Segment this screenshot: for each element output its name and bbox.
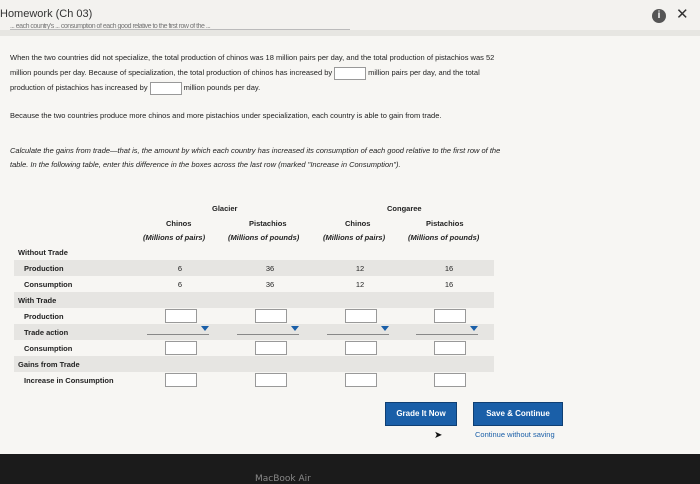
unit-header-1: (Millions of pairs): [143, 233, 206, 242]
without-consumption-glacier-pistachios: 36: [265, 280, 275, 289]
table-row: [14, 356, 494, 372]
para3-line1: Calculate the gains from trade—that is, the amount by which each country has increased its consumption of each good relative to the first row of the: [10, 146, 501, 155]
with-consumption-glacier-pistachios-input[interactable]: [255, 341, 287, 355]
without-consumption-congaree-chinos: 12: [355, 280, 365, 289]
table-row: [14, 308, 494, 324]
table-row: [14, 244, 494, 260]
question-paragraph-1: [10, 50, 570, 95]
chevron-down-icon: [381, 326, 389, 331]
table-row: [14, 276, 494, 292]
para1-line2b: million pairs per day, and the total: [368, 68, 480, 77]
row-label-production: Production: [24, 264, 64, 273]
trade-action-glacier-pistachios-select[interactable]: [237, 324, 299, 335]
row-label-with-consumption: Consumption: [24, 344, 73, 353]
chinos-increase-input[interactable]: [334, 67, 366, 80]
without-consumption-congaree-pistachios: 16: [444, 280, 454, 289]
with-production-congaree-chinos-input[interactable]: [345, 309, 377, 323]
save-continue-button[interactable]: Save & Continue: [473, 402, 563, 426]
para1-line3b: million pounds per day.: [183, 83, 261, 92]
previous-question-text: ... each country's ... consumption of each good relative to the first row of the ...: [10, 23, 350, 30]
table-row: [14, 292, 494, 308]
with-consumption-congaree-chinos-input[interactable]: [345, 341, 377, 355]
good-header-pistachios-2: Pistachios: [426, 219, 464, 228]
country-header-glacier: Glacier: [212, 204, 238, 213]
increase-congaree-pistachios-input[interactable]: [434, 373, 466, 387]
chevron-down-icon: [470, 326, 478, 331]
pistachios-increase-input[interactable]: [150, 82, 182, 95]
without-production-congaree-pistachios: 16: [444, 264, 454, 273]
table-row: [14, 340, 494, 356]
with-production-congaree-pistachios-input[interactable]: [434, 309, 466, 323]
question-paragraph-3: [10, 144, 580, 172]
para1-line2a: million pounds per day. Because of specialization, the total production of chinos has increased by: [10, 68, 333, 77]
good-header-pistachios-1: Pistachios: [249, 219, 287, 228]
trade-action-congaree-pistachios-select[interactable]: [416, 324, 478, 335]
page-title: Homework (Ch 03): [0, 8, 93, 20]
without-consumption-glacier-chinos: 6: [177, 280, 183, 289]
section-gains-from-trade: Gains from Trade: [18, 360, 80, 369]
chevron-down-icon: [201, 326, 209, 331]
question-content: [0, 36, 700, 454]
question-paragraph-2: Because the two countries produce more chinos and more pistachios under specialization, each country is able to gain from trade.: [10, 111, 442, 120]
row-label-increase: Increase in Consumption: [24, 376, 114, 385]
with-consumption-congaree-pistachios-input[interactable]: [434, 341, 466, 355]
with-consumption-glacier-chinos-input[interactable]: [165, 341, 197, 355]
row-label-with-production: Production: [24, 312, 64, 321]
close-icon[interactable]: ✕: [676, 6, 689, 23]
row-label-trade-action: Trade action: [24, 328, 69, 337]
para1-line1: When the two countries did not specialize, the total production of chinos was 18 million pairs per day, and the total production of pistachios was 52: [10, 53, 495, 62]
trade-action-glacier-chinos-select[interactable]: [147, 324, 209, 335]
without-production-congaree-chinos: 12: [355, 264, 365, 273]
unit-header-2: (Millions of pounds): [228, 233, 300, 242]
with-production-glacier-pistachios-input[interactable]: [255, 309, 287, 323]
increase-glacier-chinos-input[interactable]: [165, 373, 197, 387]
country-header-congaree: Congaree: [387, 204, 422, 213]
section-with-trade: With Trade: [18, 296, 57, 305]
with-production-glacier-chinos-input[interactable]: [165, 309, 197, 323]
section-without-trade: Without Trade: [18, 248, 68, 257]
unit-header-3: (Millions of pairs): [323, 233, 386, 242]
info-icon[interactable]: i: [652, 9, 666, 23]
table-row: [14, 324, 494, 340]
without-production-glacier-chinos: 6: [177, 264, 183, 273]
unit-header-4: (Millions of pounds): [408, 233, 480, 242]
row-label-consumption: Consumption: [24, 280, 73, 289]
top-bar: [0, 0, 700, 30]
good-header-chinos-2: Chinos: [345, 219, 371, 228]
trade-action-congaree-chinos-select[interactable]: [327, 324, 389, 335]
increase-glacier-pistachios-input[interactable]: [255, 373, 287, 387]
continue-without-saving-link[interactable]: Continue without saving: [475, 430, 555, 439]
without-production-glacier-pistachios: 36: [265, 264, 275, 273]
para3-line2: table. In the following table, enter this difference in the boxes across the last row (marked "Increase in Consumption").: [10, 160, 401, 169]
grade-it-now-button[interactable]: Grade It Now: [385, 402, 457, 426]
table-row: [14, 372, 494, 388]
mouse-cursor-icon: ➤: [434, 430, 443, 441]
increase-congaree-chinos-input[interactable]: [345, 373, 377, 387]
bezel-brand-text: MacBook Air: [255, 474, 311, 484]
laptop-bezel: [0, 454, 700, 484]
good-header-chinos-1: Chinos: [166, 219, 192, 228]
chevron-down-icon: [291, 326, 299, 331]
table-row: [14, 260, 494, 276]
para1-line3a: production of pistachios has increased by: [10, 83, 148, 92]
